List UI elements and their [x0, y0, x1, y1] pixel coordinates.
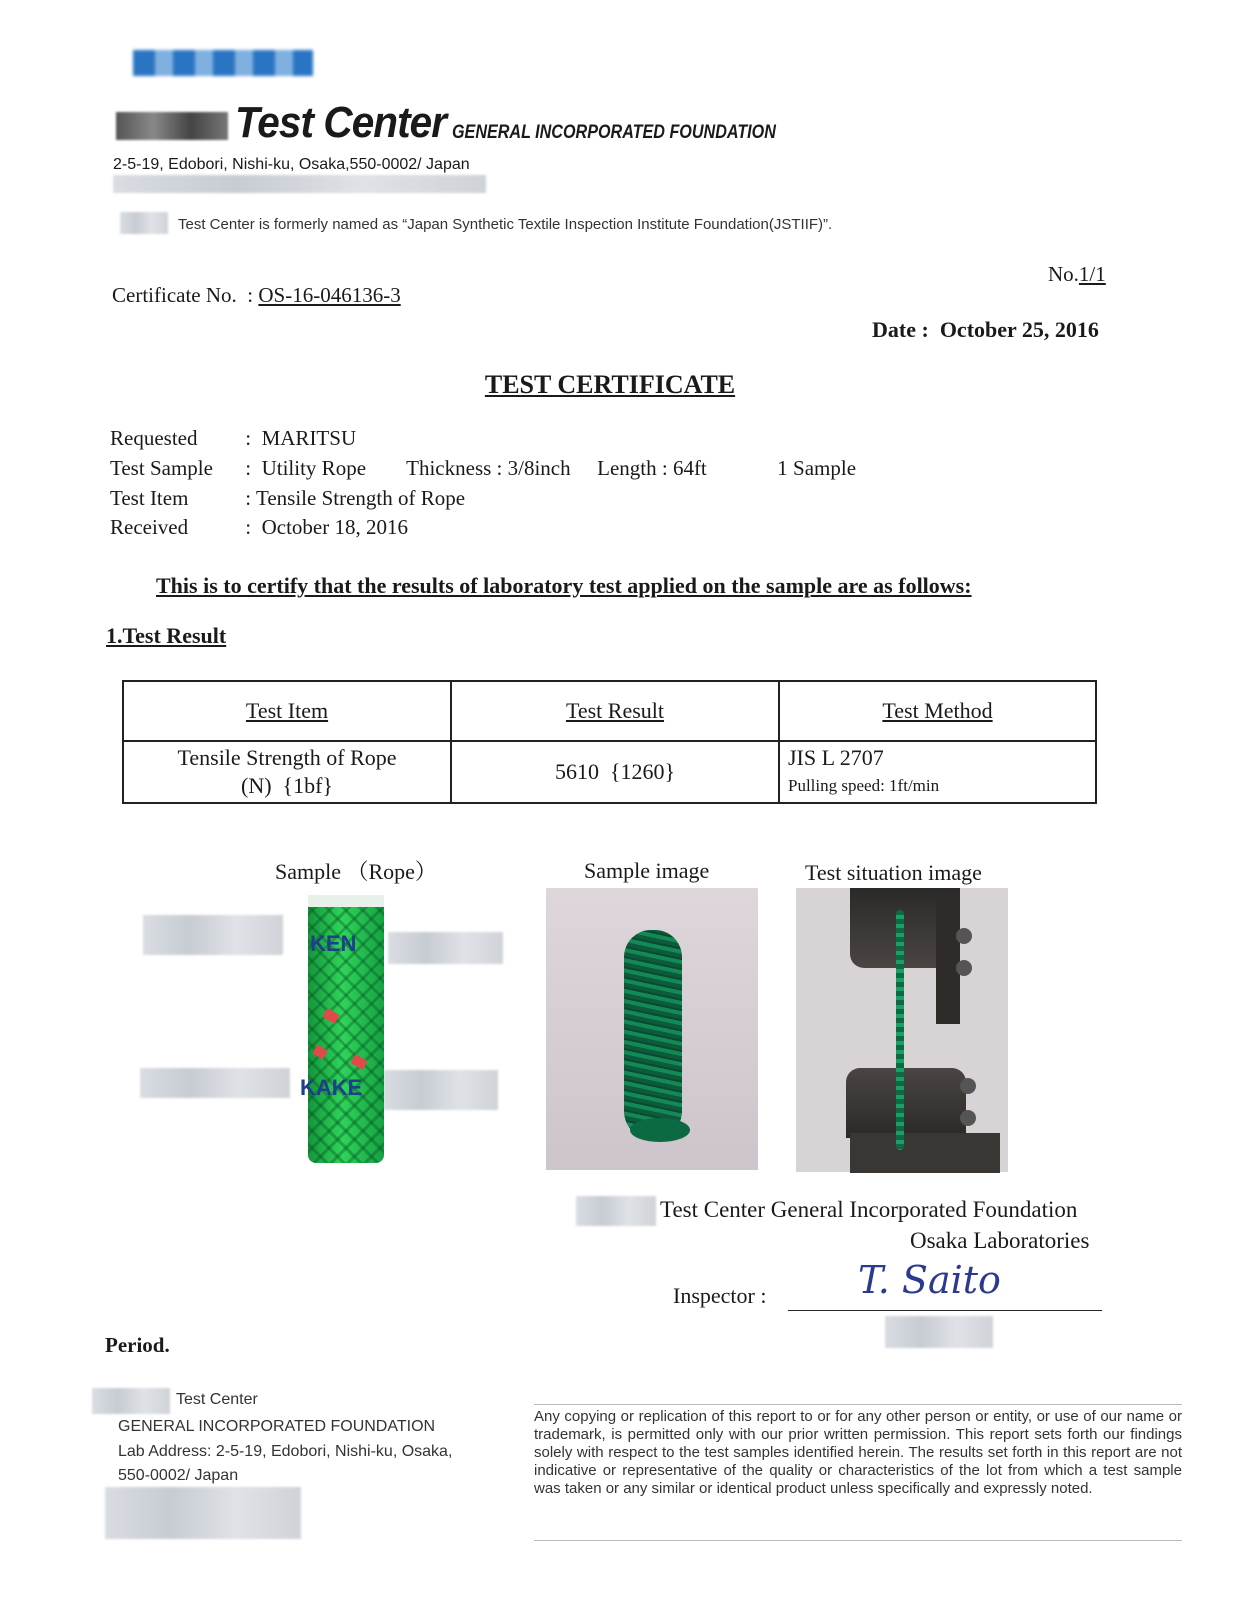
redacted-company-mark: [116, 112, 228, 140]
disclaimer-divider: [534, 1540, 1182, 1541]
cell-test-item: [123, 741, 451, 803]
redacted-footer-contact: [105, 1487, 301, 1539]
document-title-text: TEST CERTIFICATE: [484, 370, 736, 399]
redacted-label: [140, 1068, 290, 1098]
redacted-logo-block: [133, 50, 313, 76]
certificate-label: Certificate No. :: [112, 283, 254, 307]
sample-image-caption: Sample image: [584, 858, 710, 883]
redacted-lab-prefix: [576, 1196, 656, 1226]
situation-caption: Test situation image: [805, 860, 982, 885]
meta-colon: :: [245, 515, 252, 539]
redacted-label: [383, 1070, 498, 1110]
cell-line: Pulling speed: 1ft/min: [788, 776, 940, 795]
signature-line: [788, 1310, 1102, 1311]
certificate-date: [872, 317, 1099, 343]
meta-received: [110, 515, 408, 540]
redacted-contact-line: [113, 175, 486, 193]
header-address: 2-5-19, Edobori, Nishi-ku, Osaka,550-0002/ Japan: [113, 156, 470, 173]
cell-test-method: [779, 741, 1096, 803]
inspector-label: Inspector :: [673, 1283, 767, 1308]
brand-title: Test Center: [235, 98, 447, 147]
certificate-value: OS-16-046136-3: [258, 283, 401, 307]
footer-lab-address: Lab Address: 2-5-19, Edobori, Nishi-ku, Osaka,: [118, 1443, 453, 1460]
section-title: 1.Test Result: [106, 623, 227, 648]
disclaimer-text: Any copying or replication of this report to or for any other person or entity, or use of our name or trademark, is permitted only with our prior written permission. This report sets forth our findings solely with respect to the test samples identified herein. The results set forth in this report are not indicative or representative of the quality or characteristics of the lot from which a test sample was taken or any similar or identical product unless specifically and expressly noted.: [534, 1408, 1182, 1497]
document-title: [0, 370, 1220, 400]
date-value: October 25, 2016: [939, 317, 1099, 342]
redacted-footer-prefix: [92, 1388, 170, 1414]
period-label: Period.: [105, 1333, 170, 1357]
rope-print-bottom: KAKE: [300, 1075, 363, 1100]
meta-value: Utility Rope: [261, 456, 367, 480]
column-header: Test Item: [123, 681, 451, 741]
lab-branch: Osaka Laboratories: [910, 1228, 1090, 1253]
certify-statement: This is to certify that the results of laboratory test applied on the sample are as follows:: [156, 573, 972, 598]
inspector-signature: T. Saito: [858, 1258, 1001, 1302]
meta-value: Tensile Strength of Rope: [255, 486, 466, 510]
cell-line: (N) {1bf}: [241, 773, 333, 798]
meta-colon: :: [245, 486, 252, 510]
coiled-rope: [624, 930, 682, 1140]
cell-line: JIS L 2707: [788, 745, 884, 770]
meta-sample: [110, 456, 856, 481]
column-header: Test Method: [779, 681, 1096, 741]
meta-label: Requested: [110, 426, 198, 450]
redacted-former-prefix: [120, 212, 168, 234]
redacted-stamp: [885, 1316, 993, 1348]
column-header: Test Result: [451, 681, 779, 741]
meta-label: Received: [110, 515, 189, 539]
footer-lab-address-line2: 550-0002/ Japan: [118, 1467, 239, 1484]
redacted-label: [388, 932, 503, 964]
table-row: [123, 741, 1096, 803]
meta-item: [110, 486, 465, 511]
lab-name: Test Center General Incorporated Foundation: [660, 1197, 1078, 1222]
rope-print-top: KEN: [310, 931, 357, 956]
meta-thickness: Thickness : 3/8inch: [406, 456, 571, 480]
meta-length: Length : 64ft: [597, 456, 707, 480]
footer-center-name: Test Center: [176, 1391, 258, 1408]
page-number-label: No.: [1048, 262, 1079, 286]
cell-test-result: 5610 {1260}: [451, 741, 779, 803]
page-number: [1048, 262, 1106, 287]
footer-foundation: GENERAL INCORPORATED FOUNDATION: [118, 1418, 436, 1435]
meta-label: Test Sample: [110, 456, 213, 480]
meta-value: October 18, 2016: [261, 515, 408, 539]
meta-value: MARITSU: [261, 426, 357, 450]
meta-count: 1 Sample: [777, 456, 857, 480]
rope-under-tension: [896, 910, 904, 1150]
meta-label: Test Item: [110, 486, 189, 510]
table-header-row: [123, 681, 1096, 741]
results-table: [122, 680, 1097, 804]
meta-colon: :: [245, 456, 252, 480]
page-number-value: 1/1: [1078, 262, 1106, 286]
sample-caption: Sample （Rope）: [275, 859, 437, 884]
disclaimer-divider: [534, 1404, 1182, 1405]
certificate-number: [112, 283, 401, 308]
sample-image-photo: [546, 888, 758, 1170]
meta-colon: :: [245, 426, 252, 450]
meta-requested: [110, 426, 356, 451]
brand-subtitle: GENERAL INCORPORATED FOUNDATION: [452, 122, 776, 143]
rope-sample-photo: [300, 895, 384, 1163]
test-situation-photo: [796, 888, 1008, 1172]
date-label: Date :: [872, 317, 929, 342]
cell-line: Tensile Strength of Rope: [177, 745, 397, 770]
former-name-note: Test Center is formerly named as “Japan Synthetic Textile Inspection Institute Foundation(JSTIIF)”.: [178, 216, 833, 233]
redacted-label: [143, 915, 283, 955]
